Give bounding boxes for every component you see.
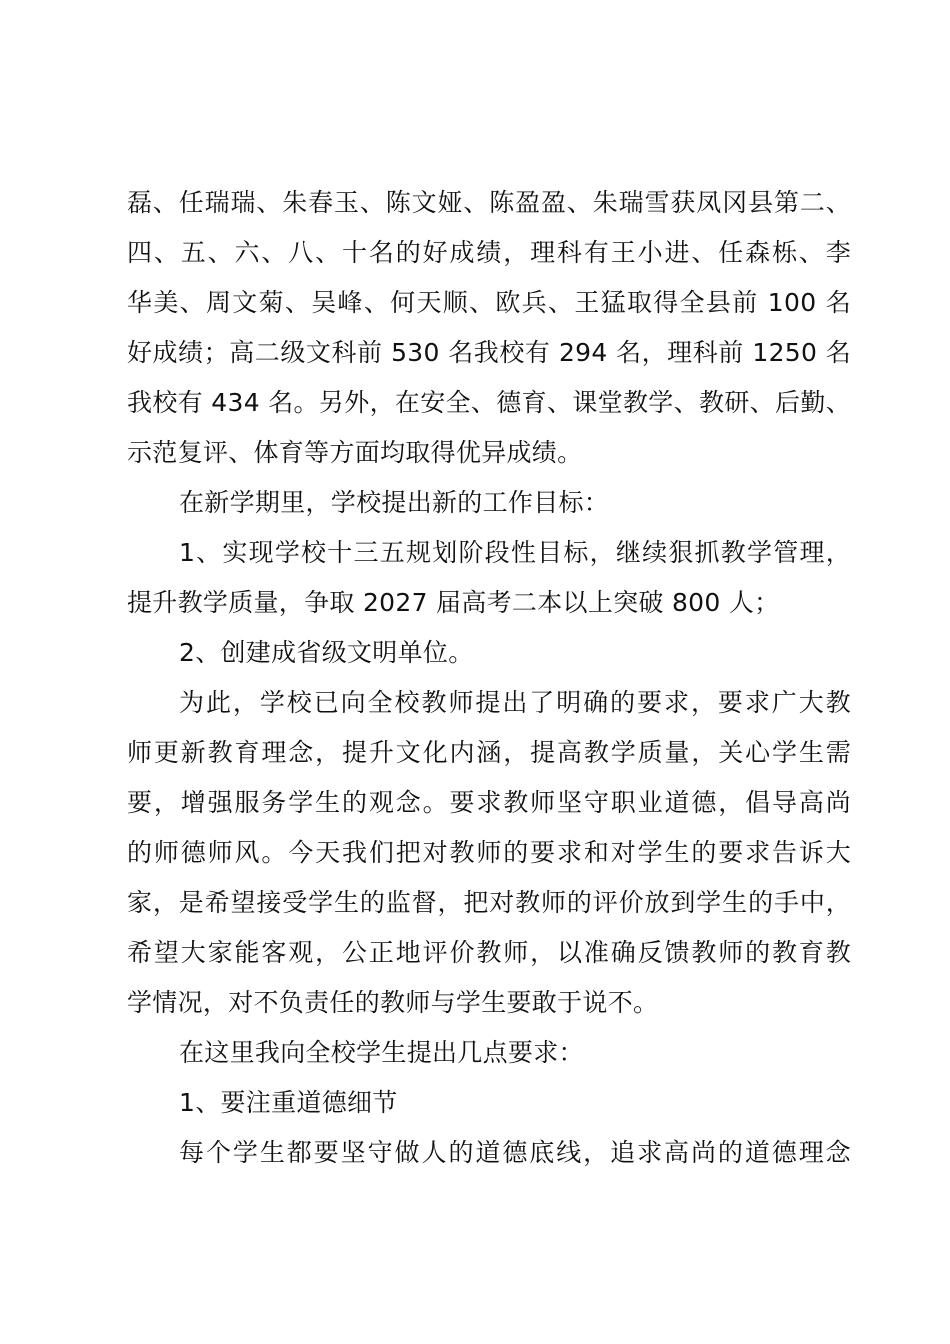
text-line: 为此，学校已向全校教师提出了明确的要求，要求广大教 [179, 688, 851, 717]
text-line: 学情况，对不负责任的教师与学生要敢于说不。 [127, 988, 659, 1017]
text-line: 师更新教育理念，提升文化内涵，提高教学质量，关心学生需 [127, 738, 851, 767]
text-line: 家，是希望接受学生的监督，把对教师的评价放到学生的手中， [127, 888, 851, 917]
text-line: 每个学生都要坚守做人的道德底线，追求高尚的道德理念 [179, 1138, 851, 1167]
text-line: 示范复评、体育等方面均取得优异成绩。 [127, 438, 583, 467]
document-body [127, 178, 851, 1178]
text-line: 四、五、六、八、十名的好成绩，理科有王小进、任森栎、李 [127, 238, 851, 267]
text-line: 在新学期里，学校提出新的工作目标： [179, 488, 610, 517]
text-line: 华美、周文菊、吴峰、何天顺、欧兵、王猛取得全县前 100 名 [127, 288, 851, 317]
text-line: 好成绩；高二级文科前 530 名我校有 294 名，理科前 1250 名 [127, 338, 851, 367]
text-line: 要，增强服务学生的观念。要求教师坚守职业道德，倡导高尚 [127, 788, 851, 817]
text-line: 希望大家能客观，公正地评价教师，以准确反馈教师的教育教 [127, 938, 851, 967]
text-line: 的师德师风。今天我们把对教师的要求和对学生的要求告诉大 [127, 838, 851, 867]
text-line: 提升教学质量，争取 2027 届高考二本以上突破 800 人； [127, 588, 780, 617]
text-line: 在这里我向全校学生提出几点要求： [179, 1038, 584, 1067]
text-line: 1、要注重道德细节 [179, 1088, 398, 1117]
text-line: 1、实现学校十三五规划阶段性目标，继续狠抓教学管理， [179, 538, 851, 567]
text-line: 2、创建成省级文明单位。 [179, 638, 474, 667]
text-line: 我校有 434 名。另外，在安全、德育、课堂教学、教研、后勤、 [127, 388, 851, 417]
text-line: 磊、任瑞瑞、朱春玉、陈文娅、陈盈盈、朱瑞雪获凤冈县第二、 [127, 188, 851, 217]
